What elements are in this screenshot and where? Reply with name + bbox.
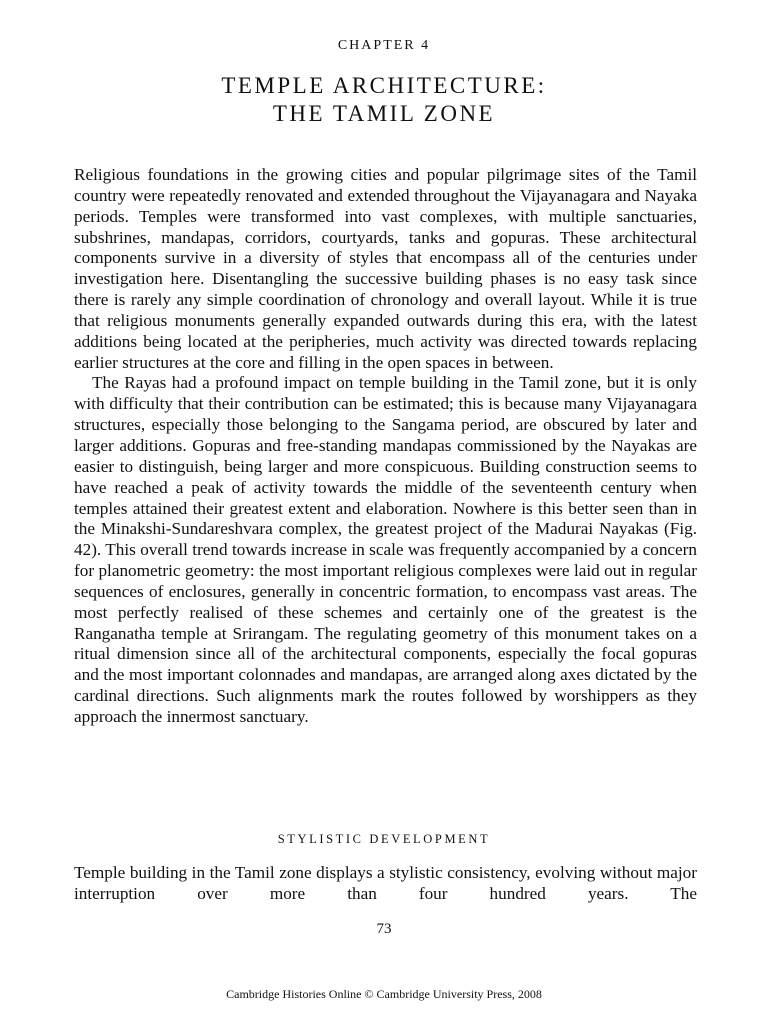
chapter-title-line-1: TEMPLE ARCHITECTURE:: [221, 73, 547, 98]
paragraph: Temple building in the Tamil zone displays a stylistic consistency, evolving without major interruption over more than four hundred years. The: [74, 863, 697, 903]
chapter-label: CHAPTER 4: [337, 38, 431, 53]
section-body-text: [74, 863, 697, 905]
copyright-footer: Cambridge Histories Online © Cambridge University Press, 2008: [226, 987, 542, 1001]
section-heading: STYLISTIC DEVELOPMENT: [277, 832, 491, 846]
paragraph: The Rayas had a profound impact on temple building in the Tamil zone, but it is only with difficulty that their contribution can be estimated; this is because many Vijayanagara structures, especially those belonging to the Sangama period, are obscured by later and larger additions. Gopuras and free-standing mandapas commissioned by the Nayakas are easier to distinguish, being larger and more conspicuous. Building construction seems to have reached a peak of activity towards the middle of the seventeenth century when temples attained their greatest extent and elaboration. Nowhere is this better seen than in the Minakshi-Sundareshvara complex, the greatest project of the Madurai Nayakas (Fig. 42). This overall trend towards increase in scale was frequently accompanied by a concern for planometric geometry: the most important religious complexes were laid out in regular sequences of enclosures, generally in concentric formation, to encompass vast areas. The most perfectly realised of these schemes and certainly one of the greatest is the Ranganatha temple at Srirangam. The regulating geometry of this monument takes on a ritual dimension since all of the architectural components, especially the focal gopuras and the most important colonnades and mandapas, are arranged along axes dictated by the cardinal directions. Such alignments mark the routes followed by worshippers as they approach the innermost sanctuary.: [74, 373, 697, 726]
chapter-title-line-2: THE TAMIL ZONE: [272, 101, 496, 126]
page-number: 73: [376, 921, 392, 937]
body-text: [74, 165, 697, 728]
paragraph: Religious foundations in the growing cities and popular pilgrimage sites of the Tamil country were repeatedly renovated and extended throughout the Vijayanagara and Nayaka periods. Temples were transformed into vast complexes, with multiple sanctuaries, subshrines, mandapas, corridors, courtyards, tanks and gopuras. These architectural components survive in a diversity of styles that encompass all of the centuries under investigation here. Disentangling the successive building phases is no easy task since there is rarely any simple coordination of chronology and overall layout. While it is true that religious monuments generally expanded outwards during this era, with the latest additions being located at the peripheries, much activity was directed towards replacing earlier structures at the core and filling in the open spaces in between.: [74, 165, 697, 372]
chapter-title: [0, 72, 768, 128]
